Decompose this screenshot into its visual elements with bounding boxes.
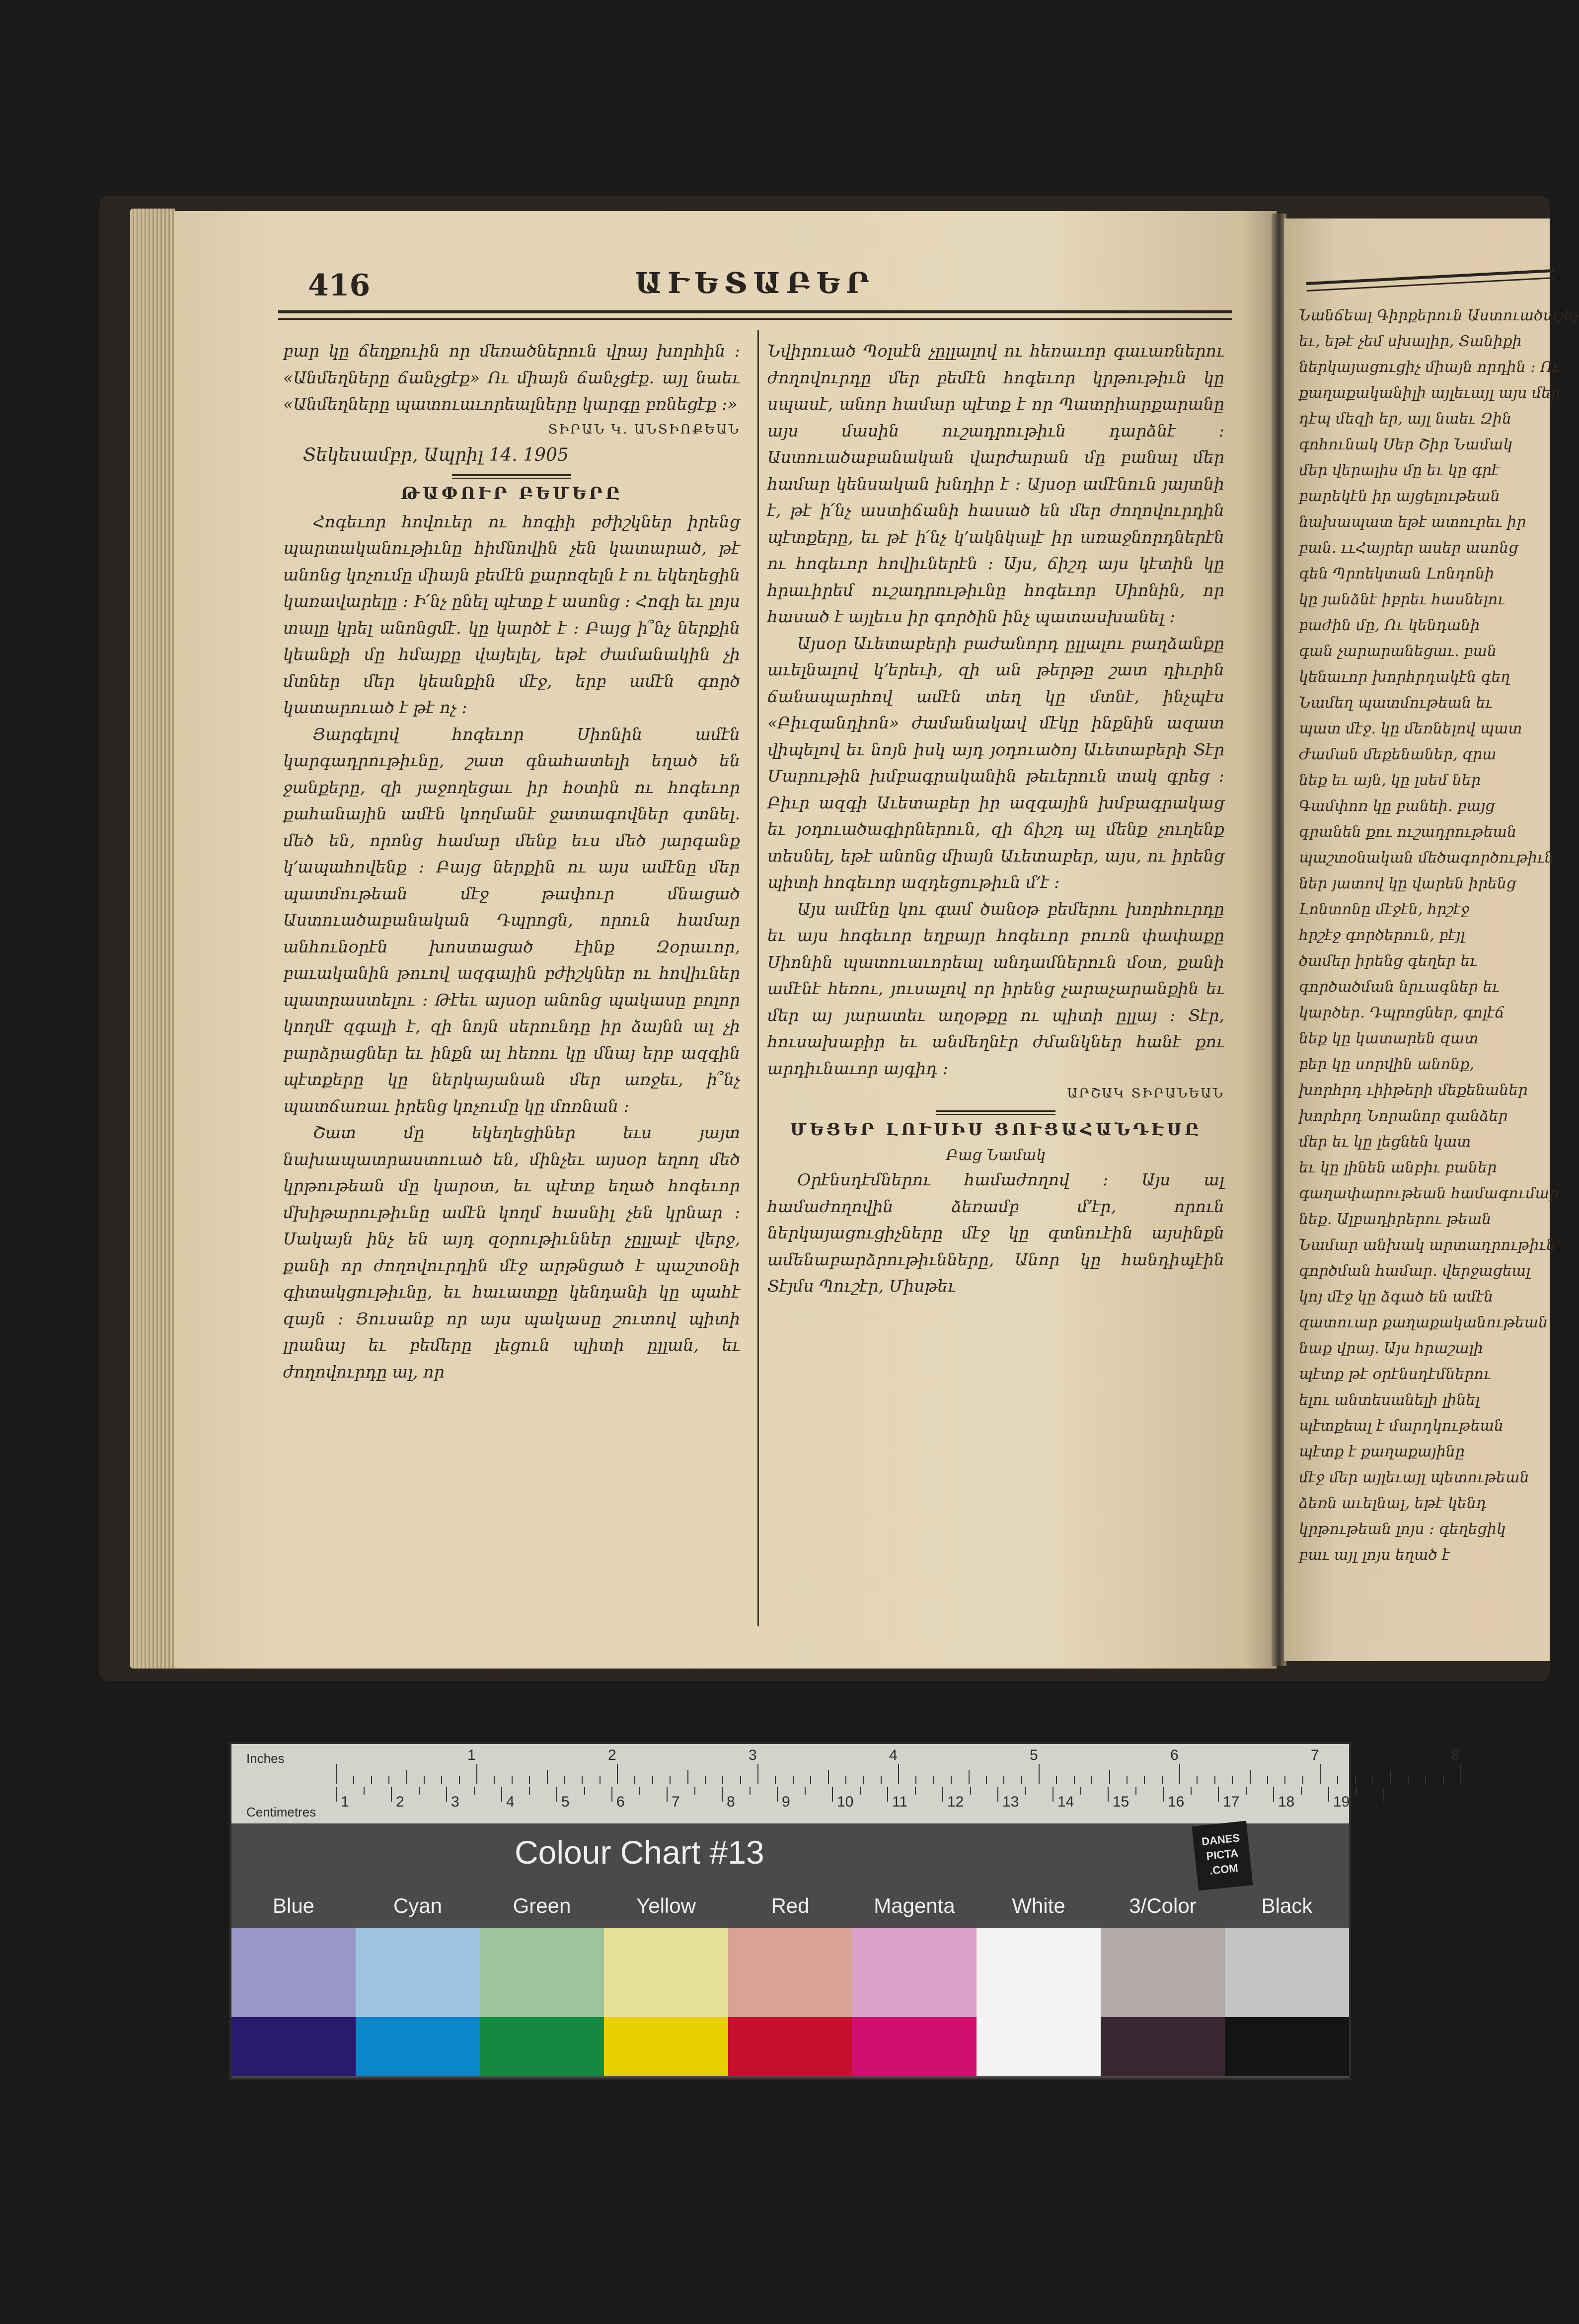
facing-page-line: բաւ այլ լոյս եղած է	[1299, 1546, 1450, 1564]
ruler-tick	[424, 1776, 425, 1784]
signature-right: ԱՐՇԱԿ ՏԻՐԱՆԵԱՆ	[1067, 1086, 1224, 1101]
ruler-tick	[1302, 1776, 1303, 1784]
ruler-tick	[1179, 1764, 1180, 1784]
ruler-tick	[942, 1787, 943, 1802]
ruler-tick	[446, 1787, 447, 1802]
facing-page-line: նեք. Ալբադիրերու թեան	[1299, 1211, 1492, 1228]
danes-picta-logo: DANES PICTA .COM	[1192, 1821, 1253, 1891]
swatch-dark	[852, 2017, 977, 2076]
ruler-tick	[1197, 1776, 1198, 1784]
opening-lines: բար կը ճեղքուին որ մեռածներուն վրայ խորհին ։ «Անմեղները ճանչցէք» Ու միայն ճանչցէք. այլ նաեւ «Անմեղները պատուաւորեալները կարգը բռնեցէք ։»	[283, 341, 740, 414]
facing-page-line: ելու անտեսանելի լինել	[1299, 1391, 1480, 1409]
ruler-tick	[705, 1776, 706, 1784]
ruler-tick	[1273, 1787, 1274, 1802]
ruler-tick	[371, 1776, 372, 1784]
ruler-tick	[564, 1776, 565, 1784]
ruler-tick	[881, 1776, 882, 1784]
ruler-tick	[694, 1787, 695, 1795]
ruler-tick	[722, 1787, 723, 1802]
cm-number: 16	[1168, 1794, 1185, 1810]
ruler-tick	[1218, 1787, 1219, 1802]
swatch-label: White	[1012, 1894, 1065, 1917]
ruler-tick	[1408, 1776, 1409, 1784]
ruler-tick	[336, 1764, 337, 1784]
ruler-tick	[1284, 1776, 1285, 1784]
cm-number: 7	[672, 1794, 680, 1810]
facing-page-line: ներկայացուցիչ միայն որդին ։ Ու	[1299, 359, 1560, 376]
facing-page-line: գոհունակ Սեր Շիր Նամակ	[1299, 436, 1513, 453]
swatch-light	[480, 1928, 604, 2017]
signature-left: ՏԻՐԱՆ Կ. ԱՆՏԻՈՔԵԱՆ	[548, 422, 740, 437]
swatch-label: Black	[1261, 1894, 1313, 1917]
swatch-dark	[1225, 2017, 1349, 2076]
ruler-tick	[1162, 1776, 1163, 1784]
ruler-tick	[1003, 1776, 1004, 1784]
swatch-label: Cyan	[393, 1894, 443, 1917]
facing-page-line: բեր կը սորվին անոնք,	[1299, 1056, 1475, 1073]
facing-page-line: Ժաման մեքենաներ, զրա	[1299, 746, 1497, 763]
facing-page-line: մէջ մեր այլեւայլ պետութեան	[1299, 1469, 1529, 1486]
ruler-tick	[1135, 1787, 1136, 1795]
ruler-tick	[898, 1764, 899, 1784]
facing-page-line: գործման համար. վերջացեալ	[1299, 1262, 1531, 1280]
ruler-tick	[1144, 1776, 1145, 1784]
ruler-tick	[1320, 1764, 1321, 1784]
inch-number: 1	[467, 1747, 476, 1763]
ruler-tick	[1214, 1776, 1215, 1784]
cm-number: 8	[727, 1794, 735, 1810]
ruler-tick	[951, 1776, 952, 1784]
ruler-tick	[556, 1787, 557, 1802]
swatch-light	[977, 1928, 1101, 2017]
swatch-light	[356, 1928, 480, 2017]
facing-page-line: գործածման նրւագներ եւ	[1299, 978, 1500, 996]
facing-page-line: պատ մէջ. կը մեռնելով պատ	[1299, 720, 1522, 737]
ruler-tick	[1425, 1776, 1426, 1784]
swatch-dark	[480, 2017, 604, 2076]
facing-page-line: խորհրդ Նորանոր գանձեր	[1299, 1107, 1508, 1125]
cm-number: 17	[1223, 1794, 1240, 1810]
facing-page-line: պէտք թէ օրէնսդէմներու	[1299, 1366, 1491, 1383]
ruler-tick	[1127, 1776, 1128, 1784]
cm-number: 14	[1057, 1794, 1074, 1810]
swatch-dark	[977, 2017, 1101, 2076]
ruler-tick	[810, 1776, 811, 1784]
ruler-tick	[1356, 1787, 1357, 1795]
ruler-tick	[512, 1776, 513, 1784]
facing-page-line: Լոնտոնը մէջէն, հրշէջ	[1299, 901, 1470, 918]
ruler-tick	[805, 1787, 806, 1795]
ruler-tick	[863, 1776, 864, 1784]
ruler-tick	[1025, 1787, 1026, 1795]
ruler-tick	[887, 1787, 888, 1802]
inch-number: 4	[889, 1747, 898, 1763]
cm-number: 13	[1002, 1794, 1019, 1810]
ruler-tick	[845, 1776, 846, 1784]
paragraph: Նվիրուած Պօլսէն չըլլալով ու հեռաւոր գաւառներու ժողովուրդը մեր բեմէն հոգեւոր կրթութիւն կը սպասէ, անոր համար պէտք է որ Պատրիարքարանը այս մասին ուշադրութիւն դարձնէ ։ Աստուածաբանական վարժարան մը բանալ մեր համար կենսական խնդիր է ։ Այսօր ամէնուն յայտնի է, թէ ի՛նչ աստիճանի հասած են մեր ժողովուրդին պէտքերը, եւ թէ ի՛նչ կ՚ակնկալէ իր առաջնորդներէն ու հոգեւոր հովիւներէն ։ Այս, ճիշդ այս կէտին կը հրաւիրեմ ուշադրութիւնը հոգեւոր Սիոնին, որ հասած է այլեւս իր գործին ինչ պատասխանել ։	[767, 341, 1224, 626]
ruler-tick	[639, 1787, 640, 1795]
ruler-tick	[1246, 1787, 1247, 1795]
swatch-dark	[1101, 2017, 1225, 2076]
swatch-light	[852, 1928, 977, 2017]
facing-page-line: ներ յատով կը վարեն իրենց	[1299, 875, 1516, 892]
facing-page-line: ծամեր իրենց գեղեր եւ	[1299, 952, 1477, 970]
page-number: 416	[308, 268, 371, 303]
inch-number: 6	[1170, 1747, 1179, 1763]
ruler-tick	[1232, 1776, 1233, 1784]
ruler-tick	[1074, 1776, 1075, 1784]
inch-number: 3	[749, 1747, 757, 1763]
ruler-tick	[915, 1776, 916, 1784]
facing-page-line: նեք եւ այն, կը լսեմ ներ	[1299, 772, 1481, 789]
ruler-tick	[611, 1787, 612, 1802]
swatch-dark	[231, 2017, 356, 2076]
ruler-tick	[617, 1764, 618, 1784]
ruler-tick	[1372, 1776, 1373, 1784]
facing-page-line: Նանճեալ Գիրքերուն Աստուածաշնչ	[1299, 307, 1579, 324]
swatch-label: Blue	[272, 1894, 315, 1917]
swatch-label: Green	[513, 1894, 571, 1917]
swatch-light	[728, 1928, 852, 2017]
swatch-dark	[728, 2017, 852, 2076]
ruler-tick	[1091, 1776, 1092, 1784]
cm-number: 6	[616, 1794, 625, 1810]
ruler-tick	[997, 1787, 998, 1802]
cm-number: 11	[892, 1794, 908, 1810]
ruler-tick	[1191, 1787, 1192, 1795]
facing-page-line: ձեռն աւելնալ, եթէ կենդ	[1299, 1495, 1487, 1512]
ruler-tick	[793, 1776, 794, 1784]
ruler-tick	[388, 1776, 389, 1784]
facing-page-line: կոյ մէջ կը ձգած են ամէն	[1299, 1288, 1494, 1306]
ruler-tick	[501, 1787, 502, 1802]
inch-number: 7	[1311, 1747, 1319, 1763]
section-rule	[452, 474, 571, 479]
ruler-tick	[1080, 1787, 1081, 1795]
swatch-light	[231, 1928, 356, 2017]
section-title-left: ԹԱՓՈՒՐ ԲԵՄԵՐԸ	[400, 483, 623, 504]
paragraph: Այսօր Աւետաբերի բաժանորդ ըլլալու բաղձանքը աւելնալով կ՚երեւի, զի ան թերթը շատ դիւրին ճանապարհով ամէն տեղ կը մտնէ, ինչպէս «Բիւզանդիոն» ժամանակավ մէկը ինքնին ազատ վիպելով եւ նոյն իսկ այդ յօդուածոյ Աւետաբերի Տէր Մարութին խմբագրականին թեւերուն տակ գրեց ։ Բիւր ազգի Աւետաբեր իր ազգային խմբագրակաց եւ յօդուածագիրներուն, զի ճիշդ ալ մենք չուղենք տեսնել, եթէ անոնց միայն Աւետաբեր, այս, ու իրենց պիտի հոգեւոր ազդեցութիւն մ՚է ։	[767, 633, 1224, 892]
facing-page-line: քաղաքականիլի այլեւայլ այս մեր	[1299, 384, 1561, 402]
ruler-tick	[969, 1770, 970, 1784]
ruler-tick	[832, 1787, 833, 1802]
facing-page-line: կենաւոր խորհրդակէն գեղ	[1299, 668, 1510, 686]
ruler-tick	[406, 1770, 407, 1784]
ruler-tick	[364, 1787, 365, 1795]
cm-number: 12	[947, 1794, 964, 1810]
cm-number: 2	[396, 1794, 404, 1810]
column-divider	[757, 330, 759, 1626]
ruler-tick	[915, 1787, 916, 1795]
ruler-tick	[1250, 1770, 1251, 1784]
swatch-dark	[604, 2017, 728, 2076]
swatch-label: Magenta	[874, 1894, 955, 1917]
ruler-tick	[970, 1787, 971, 1795]
ruler-tick	[494, 1776, 495, 1784]
ruler-tick	[584, 1787, 585, 1795]
facing-page-line: կը յանձնէ իբրեւ հասնելու	[1299, 591, 1505, 608]
paragraph: Հոգեւոր հովուեր ու հոգիի բժիշկներ իրենց պարտականութիւնը հիմնովին չեն կատարած, թէ անոնց կոչումը միայն բեմէն քարոզելն է ու եկեղեցին կառավարելը ։ Ի՛նչ ընել պէտք է ասոնց ։ Հոգի եւ լոյս տալը կրել անոնցմէ. կը կարծէ է ։ Բայց ի՞նչ ներքին կեանքի մը հմայքը վայելել, եթէ ժամանակին չի մտներ մեր կեանքին մէջ, երբ ամէն գործ կատարուած է թէ ոչ ։	[283, 511, 740, 717]
facing-page-line: դէպ մեզի եր, այլ նաեւ Զին	[1299, 410, 1512, 428]
page-edges	[130, 209, 175, 1669]
inch-number: 5	[1030, 1747, 1038, 1763]
cm-number: 3	[451, 1794, 459, 1810]
ruler-tick	[757, 1764, 758, 1784]
ruler-tick	[1390, 1770, 1391, 1784]
section-subtitle: Բաց Նամակ	[946, 1147, 1046, 1164]
facing-page-line: նախապատ եթէ ատուրեւ իր	[1299, 513, 1526, 531]
swatch-light	[604, 1928, 728, 2017]
ruler-tick	[722, 1776, 723, 1784]
facing-page-line: բաժին մը, Ու կենդանի	[1299, 617, 1480, 634]
swatch-label: Red	[771, 1894, 810, 1917]
swatch-label: Yellow	[636, 1894, 696, 1917]
colour-chart-card	[229, 1742, 1460, 2080]
facing-page-line: հրշէջ գործերուն, բէյլ	[1299, 927, 1465, 944]
inch-number: 8	[1451, 1747, 1460, 1763]
ruler-tick	[441, 1776, 442, 1784]
ruler-tick	[670, 1776, 671, 1784]
facing-page-line: Նամար անխակ արտադրութիւն	[1299, 1236, 1556, 1254]
ruler-tick	[634, 1776, 635, 1784]
inches-label: Inches	[246, 1751, 285, 1766]
facing-page-line: բարեկէն իր այցելութեան	[1299, 488, 1500, 505]
facing-page-text	[1299, 303, 1579, 1644]
cm-number: 5	[561, 1794, 570, 1810]
ruler-tick	[1337, 1776, 1338, 1784]
running-title: ԱՒԵՏԱԲԵՐ	[635, 266, 875, 300]
cm-number: 9	[782, 1794, 790, 1810]
ruler-tick	[419, 1787, 420, 1795]
section-title-right: ՄԵՑԵՐ ԼՈՒՍԻՍ ՑՈՒՑԱՀԱՆԴԷՍԸ	[790, 1120, 1202, 1140]
cm-number: 18	[1278, 1794, 1295, 1810]
ruler-tick	[667, 1787, 668, 1802]
ruler-tick	[1355, 1776, 1356, 1784]
ruler-tick	[1108, 1787, 1109, 1802]
ruler-tick	[1109, 1770, 1110, 1784]
ruler-tick	[1163, 1787, 1164, 1802]
paragraph: Օրէնսդէմներու համաժողով ։ Այս ալ համաժողովին ձեռամբ մ՚էր, որուն ներկայացուցիչները մէջ կը գտնուէին այսինքն ամենաբարձրութիւնները, Անոր կը հանդիպէին Տէյմս Պուշէր, Միսթեւ	[767, 1170, 1224, 1296]
facing-page-line: գեն Պրոեկտան Լոնդոնի	[1299, 565, 1495, 582]
ruler-tick	[1039, 1764, 1040, 1784]
ruler-tick	[750, 1787, 751, 1795]
centimetres-label: Centimetres	[246, 1805, 316, 1819]
ruler-tick	[1383, 1787, 1384, 1802]
ruler-tick	[476, 1764, 477, 1784]
paragraph: Այս ամէնը կու գամ ծանօթ բեմերու խորհուրդը եւ այս հոգեւոր եղբայր հոգեւոր բուռն փափաքը Սիոնին պատուաւորեալ անդամներուն մօտ, քանի ամէնէ հեռու, յուսալով որ իրենց չարաչարանքին եւ մեր այ յարատեւ աղօթքը ու պիտի ըլլայ ։ Տէր, հուսախաբիր եւ անմեղնէր ժմանկներ հանէ քու արդիւնաւոր այգիդ ։	[767, 899, 1224, 1078]
facing-page-line: մեր վերալիս մը եւ կը գրէ	[1299, 462, 1500, 479]
ruler-tick	[459, 1776, 460, 1784]
ruler-tick	[353, 1776, 354, 1784]
ruler-tick	[652, 1776, 653, 1784]
ruler-tick	[1328, 1787, 1329, 1802]
ruler-tick	[1267, 1776, 1268, 1784]
chart-title: Colour Chart #13	[515, 1834, 764, 1871]
swatch-label: 3/Color	[1129, 1894, 1197, 1917]
ruler-tick	[474, 1787, 475, 1795]
ruler-tick	[547, 1770, 548, 1784]
facing-page-line: գաղափարութեան համագումար	[1299, 1185, 1559, 1202]
facing-page-line: նաք վրայ. Այս հրաշալի	[1299, 1340, 1483, 1357]
ruler	[231, 1744, 1460, 1823]
facing-page-line: նեք կը կատարեն զատ	[1299, 1030, 1479, 1047]
ruler-tick	[1301, 1787, 1302, 1795]
ruler-tick	[687, 1770, 688, 1784]
ruler-tick	[336, 1787, 337, 1802]
ruler-tick	[1443, 1776, 1444, 1784]
ruler-tick	[1056, 1776, 1057, 1784]
dateline: Տեկեսամբր, Ապրիլ 14. 1905	[303, 444, 569, 465]
ruler-tick	[600, 1776, 601, 1784]
facing-page-line: գան չարարանեցաւ. բան	[1299, 643, 1497, 660]
facing-page-line: Գամփոռ կը բանեի. բայց	[1299, 798, 1495, 815]
page-header	[278, 258, 1232, 313]
facing-page-line: մեր եւ կը լեցնեն կատ	[1299, 1133, 1471, 1151]
facing-page-line: պէտքեալ է մարդկութեան	[1299, 1417, 1504, 1435]
facing-page-line: պէտք է քաղաքայինը	[1299, 1443, 1465, 1460]
ruler-tick	[933, 1776, 934, 1784]
ruler-tick	[391, 1787, 392, 1802]
paragraph: Շատ մը եկեղեցիներ եւս յայտ նախապատրաստուած են, մինչեւ այսօր եղող մեծ կրթութեան մը կարօտ, եւ պէտք եղած հոգեւոր մխիթարութիւնը ամէն կողմ հասնիլ չեն կրնար ։ Սակայն ինչ են այդ զօրութիւններ չըլլալէ վերջ, քանի որ ժողովուրդին մէջ արթնցած է պաշտօնի գիտակցութիւնը, եւ հաւատքը կենդանի կը պահէ զայն ։ Յուսանք որ այս պակասը շուտով պիտի լրանայ եւ բեմերը լեցուն պիտի ըլլան, եւ ժողովուրդը ալ, որ	[283, 1123, 740, 1381]
swatch-dark	[356, 2017, 480, 2076]
cm-number: 19	[1333, 1794, 1350, 1810]
paragraph: Յարգելով հոգեւոր Սիոնին ամէն կարգադրութիւնը, շատ գնահատելի եղած են ջանքերը, զի յաջողեցաւ իր հօտին ու հոգեւոր քահանային ամէն կողմանէ ջատագովներ գտնել. մեծ են, որոնց համար մենք եւս մեծ յարգանք կ՚ապահովենք ։ Բայց ներքին ու այս ամէնը մեր պատմութեան մէջ թափուր մնացած Աստուածաբանական Դպրոցն, որուն համար անհունօրէն խոստացած էինք Զօրաւոր, բաւականին թուով ազգային բժիշկներ ու հովիւներ պատրաստելու ։ Թէեւ այսօր անոնց պակասը բոլոր կողմէ զգալի է, զի նոյն սերունդը իր ձայնն ալ չի բարձրացներ եւ ինքն ալ հեռու կը մնայ երբ ազգին պէտքերը կը ներկայանան մեր առջեւ, ի՞նչ պատճառաւ իրենց կոչումը կը մոռնան ։	[283, 724, 740, 1116]
left-column	[283, 338, 740, 1629]
right-column	[767, 338, 1224, 1629]
cm-number: 10	[837, 1794, 854, 1810]
facing-page-line: եւ կը լինեն անբիւ բաներ	[1299, 1159, 1497, 1176]
ruler-tick	[986, 1776, 987, 1784]
facing-page-line: եւ, եթէ չեմ սխալիր, Տանիքի	[1299, 333, 1522, 350]
ruler-tick	[529, 1787, 530, 1795]
section-rule	[936, 1110, 1055, 1115]
ruler-tick	[582, 1776, 583, 1784]
facing-page-line: կարծեր. Դպրոցներ, գոլէճ	[1299, 1004, 1505, 1021]
ruler-tick	[828, 1770, 829, 1784]
cm-number: 1	[341, 1794, 349, 1810]
cm-number: 4	[506, 1794, 515, 1810]
ruler-tick	[777, 1787, 778, 1802]
facing-page-line: խորհրդ ւիիթերի մեքենաներ	[1299, 1082, 1528, 1099]
facing-page-line: պաշտօնական մեծագործութիւն	[1299, 849, 1554, 867]
facing-page-line: բան. ււՀայրեր ասեր ասոնց	[1299, 539, 1518, 557]
facing-page-line: գրանեն քու ուշադրութեան	[1299, 823, 1517, 841]
ruler-tick	[1021, 1776, 1022, 1784]
cm-number: 15	[1113, 1794, 1129, 1810]
inch-number: 2	[608, 1747, 616, 1763]
swatch-light	[1225, 1928, 1349, 2017]
facing-page-line: կրթութեան լոյս ։ գեղեցիկ	[1299, 1521, 1506, 1538]
ruler-tick	[860, 1787, 861, 1795]
ruler-tick	[740, 1776, 741, 1784]
ruler-tick	[775, 1776, 776, 1784]
facing-page-line: Նամեղ պատմութեան եւ	[1299, 694, 1493, 712]
facing-page-line: զատուար քաղաքականութեան	[1299, 1314, 1548, 1331]
ruler-tick	[1460, 1764, 1461, 1784]
header-rule	[278, 310, 1232, 320]
swatch-light	[1101, 1928, 1225, 2017]
ruler-tick	[529, 1776, 530, 1784]
